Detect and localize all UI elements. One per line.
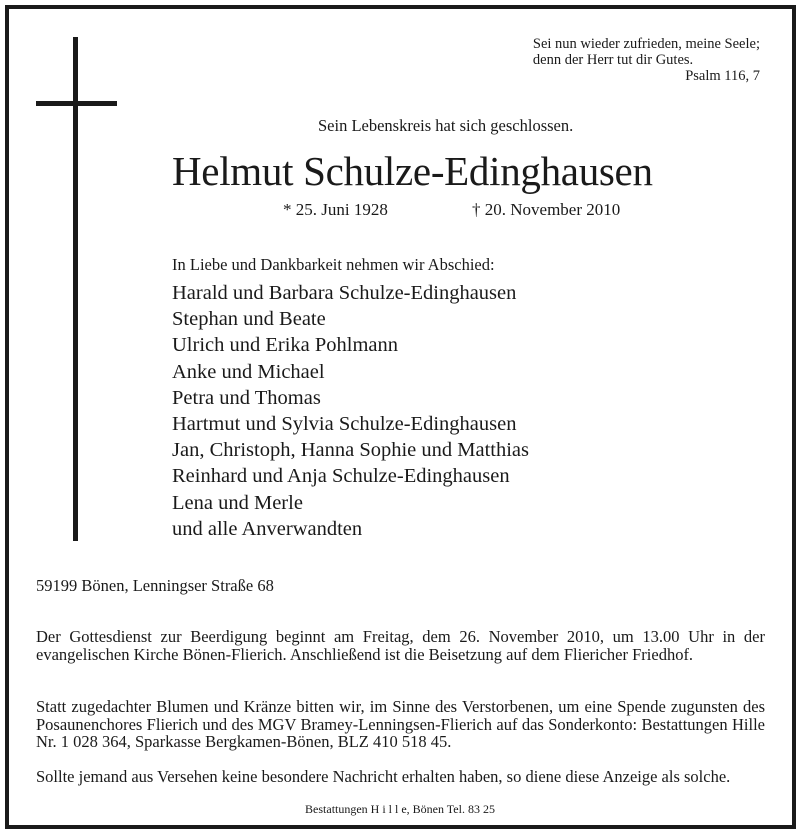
farewell-intro: In Liebe und Dankbarkeit nehmen wir Abschied: — [172, 255, 495, 274]
death-date: † 20. November 2010 — [472, 200, 621, 219]
cross-icon — [73, 37, 78, 541]
verse-line: Sei nun wieder zufrieden, meine Seele; — [532, 36, 760, 52]
mourner: Anke und Michael — [172, 360, 325, 383]
mourner: Jan, Christoph, Hanna Sophie und Matthias — [172, 439, 530, 462]
motto: Sein Lebenskreis hat sich geschlossen. — [318, 116, 574, 135]
bible-verse — [533, 36, 760, 84]
birth-date: * 25. Juni 1928 — [283, 200, 388, 219]
deceased-name: Helmut Schulze-Edinghausen — [172, 148, 653, 194]
mourner: und alle Anverwandten — [172, 517, 363, 540]
mourner: Reinhard und Anja Schulze-Edinghausen — [172, 465, 510, 488]
mourner: Hartmut und Sylvia Schulze-Edinghausen — [172, 413, 517, 436]
mourner: Petra und Thomas — [172, 386, 321, 409]
donation-request: Statt zugedachter Blumen und Kränze bitten wir, im Sinne des Verstorbenen, um eine Spende zugunsten des Posaunenchores Flierich und des MGV Bramey-Lenningsen-Flierich auf das Sonderkonto: Bestattungen Hille Nr. 1 028 364, Sparkasse Bergkamen-Bönen, BLZ 410 518 45. — [36, 697, 765, 751]
mourner: Ulrich und Erika Pohlmann — [172, 334, 399, 357]
notice-disclaimer: Sollte jemand aus Versehen keine besondere Nachricht erhalten haben, so diene diese Anzeige als solche. — [36, 767, 731, 786]
mourner: Lena und Merle — [172, 491, 303, 514]
verse-reference: Psalm 116, 7 — [685, 68, 760, 84]
verse-line: denn der Herr tut dir Gutes. — [532, 52, 694, 68]
funeral-home-footer: Bestattungen H i l l e, Bönen Tel. 83 25 — [305, 802, 495, 816]
mourner: Harald und Barbara Schulze-Edinghausen — [172, 282, 517, 304]
cross-icon-bar — [36, 101, 117, 106]
mourner: Stephan und Beate — [172, 308, 326, 331]
mourners-list — [172, 280, 529, 542]
funeral-service-info: Der Gottesdienst zur Beerdigung beginnt am Freitag, dem 26. November 2010, um 13.00 Uhr in der evangelischen Kirche Bönen-Flierich. Anschließend ist die Beisetzung auf dem Fliericher Friedhof. — [36, 627, 765, 664]
address: 59199 Bönen, Lenningser Straße 68 — [36, 576, 274, 595]
